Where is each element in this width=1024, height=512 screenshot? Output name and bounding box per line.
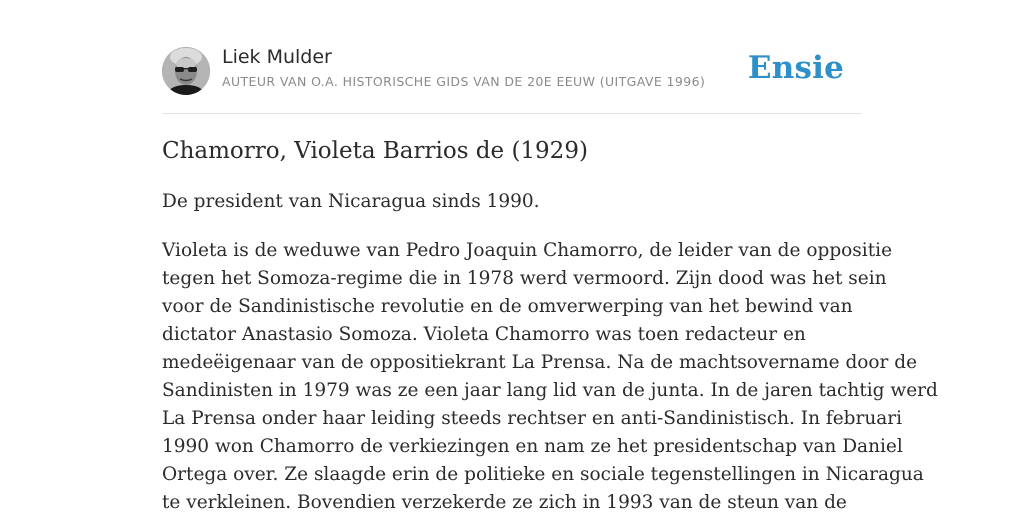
article-body	[162, 237, 938, 512]
body-line: Violeta is de weduwe van Pedro Joaquin Chamorro, de leider van de oppositie	[162, 240, 893, 261]
body-line: Ortega over. Ze slaagde erin de politieke en sociale tegenstellingen in Nicaragua	[162, 464, 924, 485]
author-header	[162, 0, 862, 114]
body-line: voor de Sandinistische revolutie en de omverwerping van het bewind van	[162, 296, 853, 317]
body-line: La Prensa onder haar leiding steeds rechtser en anti-Sandinistisch. In februari	[162, 408, 903, 429]
article-title: Chamorro, Violeta Barrios de (1929)	[162, 138, 588, 164]
body-line: te verkleinen. Bovendien verzekerde ze zich in 1993 van de steun van de	[162, 492, 847, 512]
author-name[interactable]: Liek Mulder	[222, 46, 332, 68]
author-avatar[interactable]	[162, 47, 210, 95]
content-column	[162, 0, 938, 512]
body-line: 1990 won Chamorro de verkiezingen en nam ze het presidentschap van Daniel	[162, 436, 903, 457]
avatar-portrait	[162, 47, 210, 95]
body-line: dictator Anastasio Somoza. Violeta Chamorro was toen redacteur en	[162, 324, 806, 345]
author-bio: AUTEUR VAN O.A. HISTORISCHE GIDS VAN DE 20E EEUW (UITGAVE 1996)	[222, 74, 706, 89]
article-lead: De president van Nicaragua sinds 1990.	[162, 191, 540, 212]
body-line: medeëigenaar van de oppositiekrant La Prensa. Na de machtsovername door de	[162, 352, 918, 373]
ensie-logo[interactable]: Ensie	[747, 50, 844, 86]
body-line: Sandinisten in 1979 was ze een jaar lang lid van de junta. In de jaren tachtig werd	[162, 380, 938, 401]
body-line: tegen het Somoza-regime die in 1978 werd vermoord. Zijn dood was het sein	[162, 268, 887, 289]
